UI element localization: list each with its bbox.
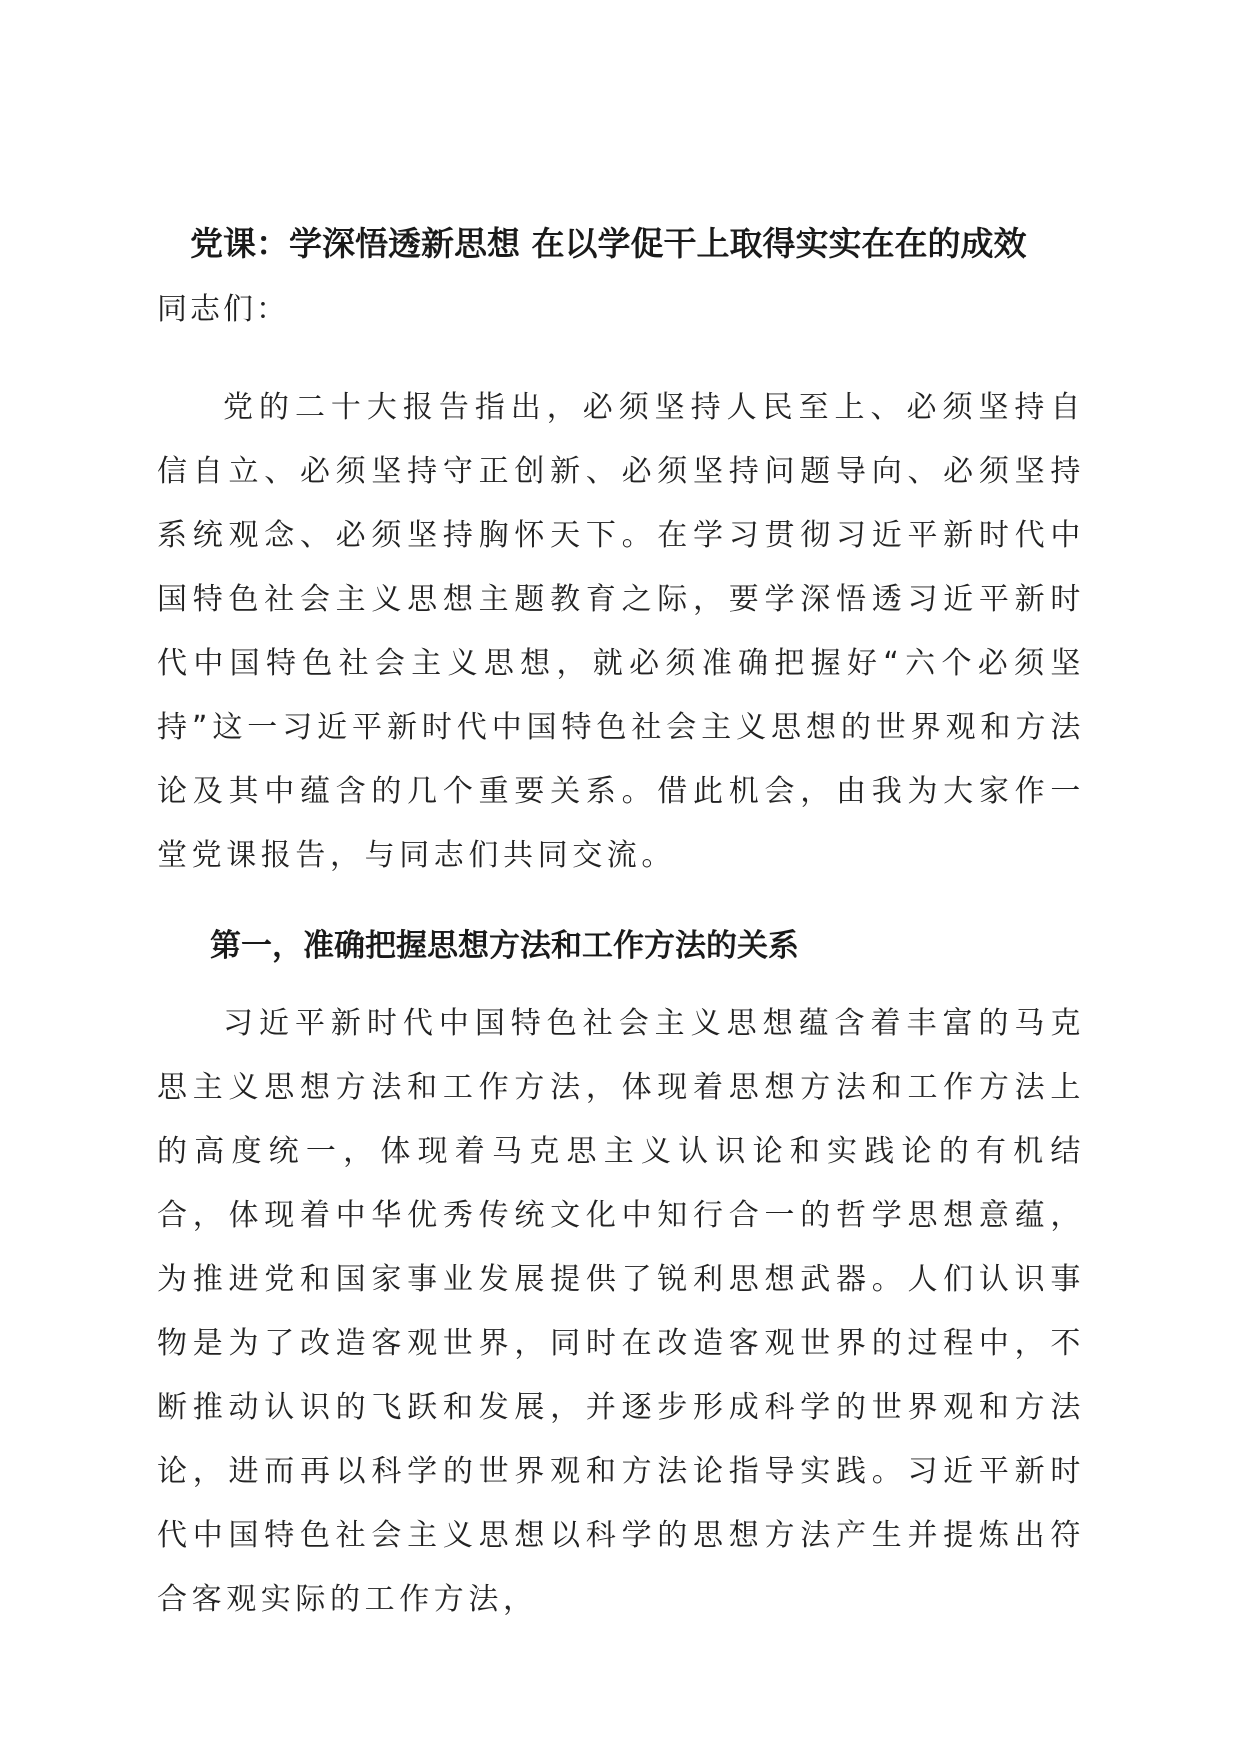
document-title: 党课：学深悟透新思想 在以学促干上取得实实在在的成效 [190,224,1027,263]
paragraph-section-one: 习近平新时代中国特色社会主义思想蕴含着丰富的马克思主义思想方法和工作方法，体现着思想方法和工作方法上的高度统一，体现着马克思主义认识论和实践论的有机结合，体现着中华优秀传统文化中知行合一的哲学思想意蕴，为推进党和国家事业发展提供了锐利思想武器。人们认识事物是为了改造客观世界，同时在改造客观世界的过程中，不断推动认识的飞跃和发展，并逐步形成科学的世界观和方法论，进而再以科学的世界观和方法论指导实践。习近平新时代中国特色社会主义思想以科学的思想方法产生并提炼出符合客观实际的工作方法， [157,1006,1085,1617]
salutation: 同志们： [157,292,289,327]
paragraph-intro: 党的二十大报告指出，必须坚持人民至上、必须坚持自信自立、必须坚持守正创新、必须坚持问题导向、必须坚持系统观念、必须坚持胸怀天下。在学习贯彻习近平新时代中国特色社会主义思想主题教育之际，要学深悟透习近平新时代中国特色社会主义思想，就必须准确把握好“六个必须坚持”这一习近平新时代中国特色社会主义思想的世界观和方法论及其中蕴含的几个重要关系。借此机会，由我为大家作一堂党课报告，与同志们共同交流。 [157,390,1085,873]
section-heading-first: 第一，准确把握思想方法和工作方法的关系 [210,928,799,964]
